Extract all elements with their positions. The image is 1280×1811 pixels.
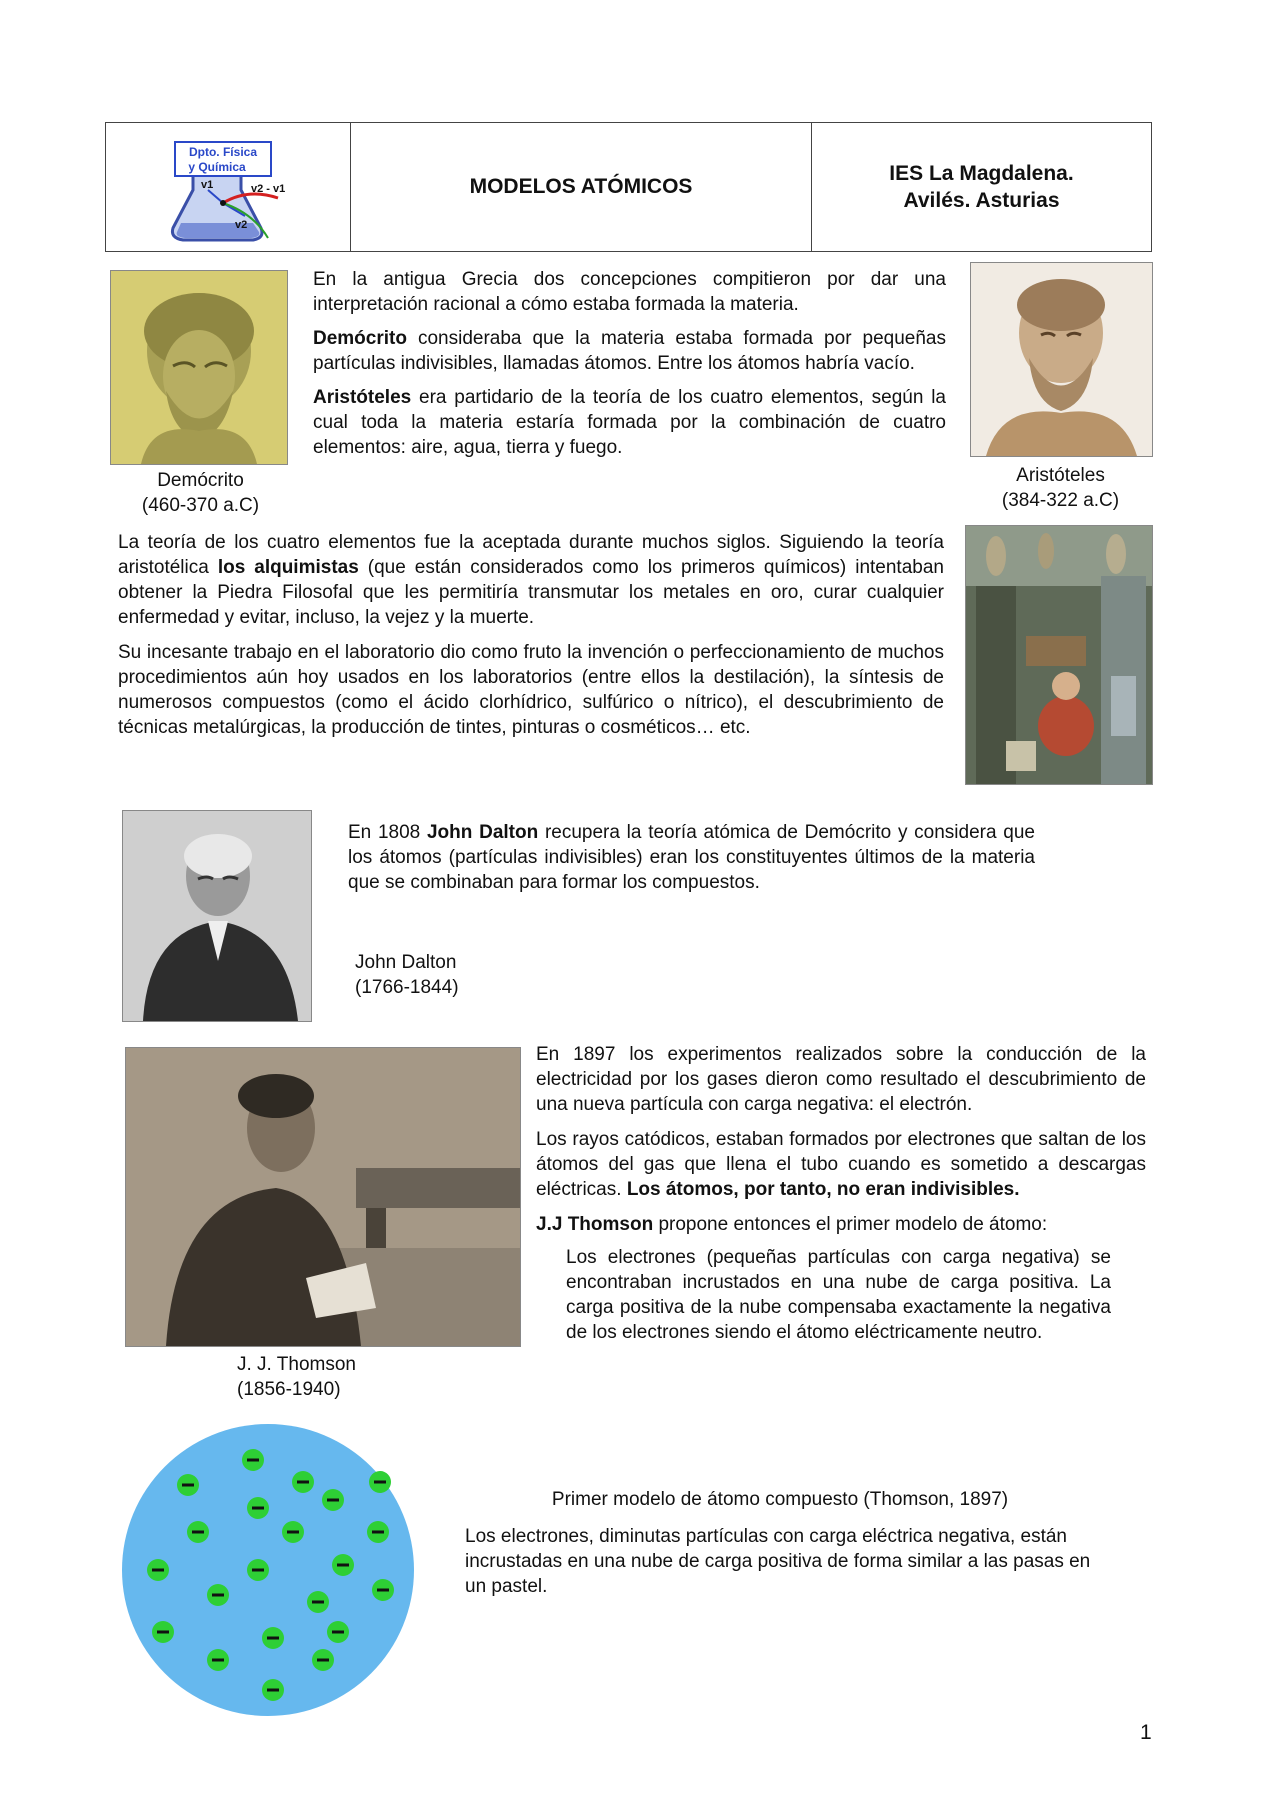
aristoteles-caption — [970, 463, 1151, 513]
logo-v2: v2 — [235, 219, 248, 231]
electron-minus-sign — [152, 1569, 164, 1572]
school-line2: Avilés. Asturias — [903, 189, 1060, 212]
thomson-paragraph-2 — [536, 1127, 1146, 1202]
alchemy-paragraph-2: Su incesante trabajo en el laboratorio dio como fruto la invención o perfeccionamiento de muchos procedimientos aún hoy usados en los laboratorios (entre ellos la destilación), la síntesis de numerosos compuestos (como el ácido clorhídrico, sulfúrico o nítrico), el descubrimiento de técnicas metalúrgicas, la producción de tintes, pinturas o cosméticos… etc. — [118, 642, 944, 738]
document-title: MODELOS ATÓMICOS — [469, 175, 693, 198]
greece-text — [313, 267, 946, 460]
electron-minus-sign — [317, 1659, 329, 1662]
greece-intro: En la antigua Grecia dos concepciones compitieron por dar una interpretación racional a cómo estaba formada la materia. — [313, 269, 946, 315]
thomson-caption-name: J. J. Thomson — [237, 1354, 356, 1375]
democrito-name: Demócrito — [313, 328, 407, 349]
dalton-caption-name: John Dalton — [355, 952, 457, 973]
thomson-p2-a: Los rayos catódicos, estaban formados por electrones que saltan de los átomos del gas que llena el tubo cuando es sometido a descargas eléctricas. — [536, 1129, 1146, 1200]
electron-minus-sign — [212, 1594, 224, 1597]
electron-minus-sign — [332, 1631, 344, 1634]
dalton-text-a: En 1808 — [348, 822, 427, 843]
thomson-portrait — [125, 1047, 521, 1347]
dalton-caption — [355, 950, 555, 1000]
thomson-p3-bold: J.J Thomson — [536, 1214, 654, 1235]
alchemy-p1-bold: los alquimistas — [217, 557, 359, 578]
dalton-paragraph — [348, 820, 1035, 895]
aristoteles-name: Aristóteles — [313, 387, 412, 408]
alchemy-paragraph-1 — [118, 530, 944, 630]
democrito-caption-dates: (460-370 a.C) — [141, 495, 260, 516]
electron-minus-sign — [337, 1564, 349, 1567]
school-cell — [812, 123, 1151, 251]
thomson-paragraph-3 — [536, 1212, 1146, 1237]
thomson-caption-dates: (1856-1940) — [237, 1379, 341, 1400]
thomson-p3-text: propone entonces el primer modelo de átomo: — [653, 1214, 1048, 1235]
alchemy-p1-a: La teoría de los cuatro elementos fue la aceptada durante muchos siglos. Siguiendo la teoría aristotélica — [118, 532, 944, 578]
electron-minus-sign — [267, 1637, 279, 1640]
logo-line1: Dpto. Física — [188, 145, 258, 159]
dalton-text — [348, 820, 1035, 895]
dalton-portrait — [122, 810, 312, 1022]
thomson-caption — [237, 1352, 437, 1402]
electron-minus-sign — [267, 1689, 279, 1692]
alchemist-lab-image — [965, 525, 1153, 785]
school-line1: IES La Magdalena. — [889, 162, 1074, 185]
dalton-name: John Dalton — [426, 822, 539, 843]
aristoteles-caption-name: Aristóteles — [1016, 465, 1105, 486]
electron-minus-sign — [212, 1659, 224, 1662]
electron-minus-sign — [374, 1481, 386, 1484]
democrito-text: consideraba que la materia estaba formada por pequeñas partículas indivisibles, llamadas átomos. Entre los átomos habría vacío. — [313, 328, 946, 374]
logo-v1: v1 — [201, 179, 214, 191]
aristoteles-text: era partidario de la teoría de los cuatro elementos, según la cual toda la materia estaría formada por la combinación de cuatro elementos: aire, agua, tierra y fuego. — [313, 387, 946, 458]
page-number: 1 — [1140, 1721, 1152, 1744]
logo-line2: y Química — [188, 160, 246, 174]
thomson-atom-model — [118, 1420, 418, 1720]
electron-minus-sign — [247, 1459, 259, 1462]
democrito-caption-name: Demócrito — [157, 470, 244, 491]
democrito-paragraph — [313, 326, 946, 376]
dalton-text-b: recupera la teoría atómica de Demócrito y considera que los átomos (partículas indivisibles) eran los constituyentes últimos de la materia que se combinaban para formar los compuestos. — [348, 822, 1035, 893]
alchemy-text — [118, 530, 944, 740]
electron-minus-sign — [297, 1481, 309, 1484]
electron-minus-sign — [252, 1507, 264, 1510]
model-description: Los electrones, diminutas partículas con carga eléctrica negativa, están incrustadas en una nube de carga positiva de forma similar a las pasas en un pastel. — [465, 1526, 1091, 1597]
electron-minus-sign — [182, 1484, 194, 1487]
electron-minus-sign — [372, 1531, 384, 1534]
democrito-caption — [118, 468, 283, 518]
aristoteles-caption-dates: (384-322 a.C) — [1001, 490, 1120, 511]
thomson-paragraph-1: En 1897 los experimentos realizados sobre la conducción de la electricidad por los gases dieron como resultado el descubrimiento de una nueva partícula con carga negativa: el electrón. — [536, 1044, 1146, 1115]
electron-minus-sign — [192, 1531, 204, 1534]
electron-minus-sign — [287, 1531, 299, 1534]
logo-cell — [106, 123, 351, 251]
electron-minus-sign — [252, 1569, 264, 1572]
thomson-quote: Los electrones (pequeñas partículas con carga negativa) se encontraban incrustados en una nube de carga positiva. La carga positiva de la nube compensaba exactamente la negativa de los electrones siendo el átomo eléctricamente neutro. — [566, 1247, 1111, 1343]
department-logo — [153, 128, 303, 246]
aristoteles-portrait — [970, 262, 1153, 457]
electron-minus-sign — [377, 1589, 389, 1592]
thomson-text — [536, 1042, 1146, 1345]
democrito-portrait — [110, 270, 288, 465]
dalton-caption-dates: (1766-1844) — [355, 977, 459, 998]
thomson-p2-bold: Los átomos, por tanto, no eran indivisibles. — [626, 1179, 1020, 1200]
electron-minus-sign — [312, 1601, 324, 1604]
electron-minus-sign — [327, 1499, 339, 1502]
aristoteles-paragraph — [313, 385, 946, 460]
electron-minus-sign — [157, 1631, 169, 1634]
model-caption: Primer modelo de átomo compuesto (Thomson, 1897) — [551, 1489, 1009, 1510]
header-table — [105, 122, 1152, 252]
alchemy-p1-b: (que están considerados como los primeros químicos) intentaban obtener la Piedra Filosofal que les permitiría transmutar los metales en oro, curar cualquier enfermedad y evitar, incluso, la vejez y la muerte. — [118, 557, 944, 628]
title-cell — [351, 123, 812, 251]
logo-vdiff: v2 - v1 — [251, 183, 286, 195]
